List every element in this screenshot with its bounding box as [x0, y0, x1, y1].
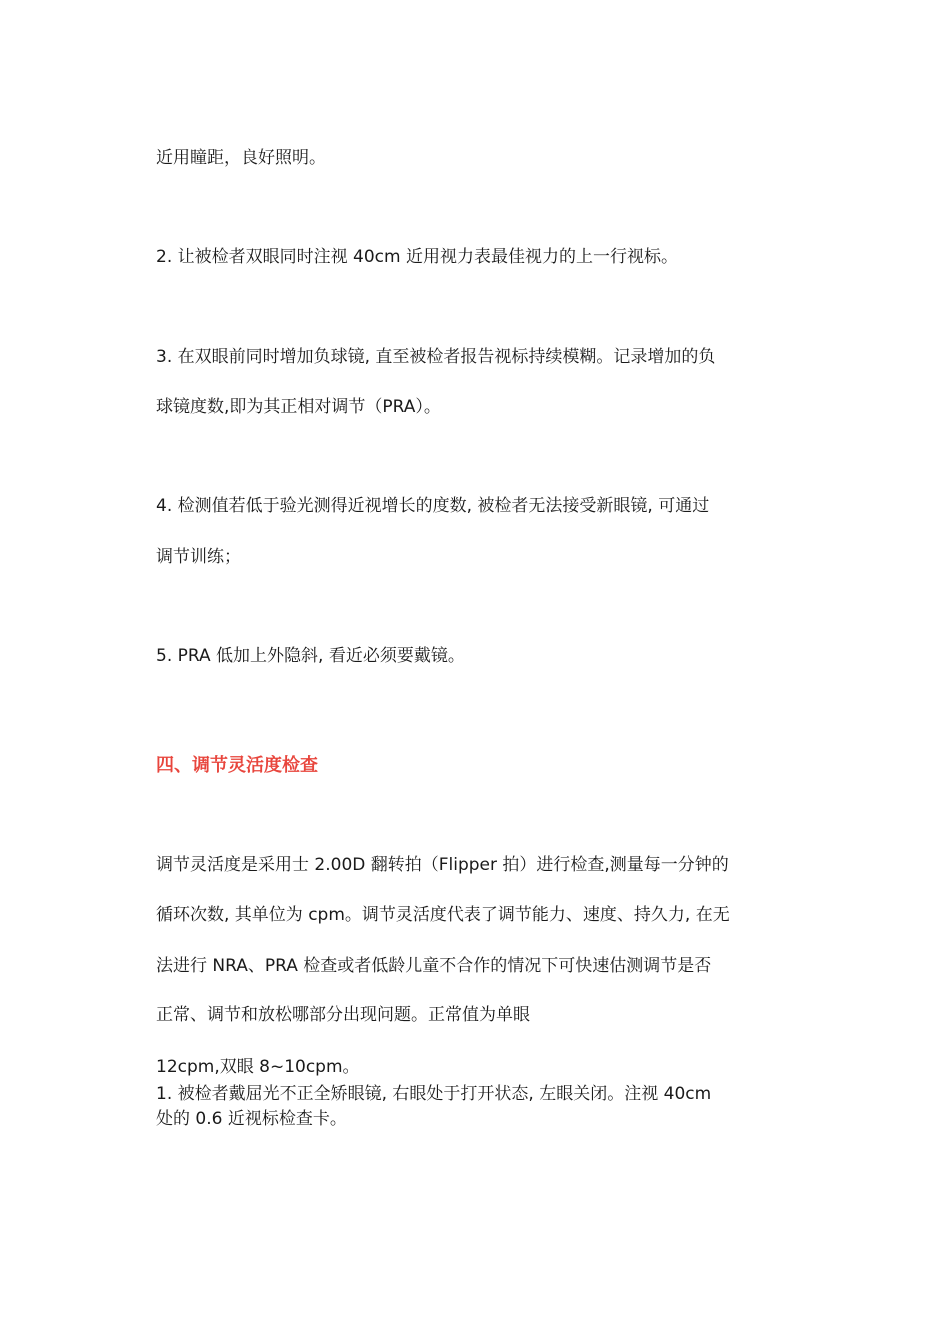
- paragraph-line: 调节灵活度是采用士 2.00D 翻转拍（Flipper 拍）进行检查,测量每一分钟的: [156, 855, 729, 875]
- section-heading: 四、调节灵活度检查: [156, 755, 318, 776]
- paragraph-line: 循环次数, 其单位为 cpm。调节灵活度代表了调节能力、速度、持久力, 在无: [156, 905, 730, 925]
- paragraph-line: 5. PRA 低加上外隐斜, 看近必须要戴镜。: [156, 646, 465, 666]
- paragraph-line: 12cpm,双眼 8~10cpm。: [156, 1057, 360, 1077]
- paragraph-line: 近用瞳距，良好照明。: [156, 148, 326, 168]
- paragraph-line: 2. 让被检者双眼同时注视 40cm 近用视力表最佳视力的上一行视标。: [156, 247, 678, 267]
- paragraph-line: 正常、调节和放松哪部分出现问题。正常值为单眼: [156, 1005, 530, 1025]
- paragraph-line: 3. 在双眼前同时增加负球镜, 直至被检者报告视标持续模糊。记录增加的负: [156, 347, 716, 367]
- paragraph-line: 球镜度数,即为其正相对调节（PRA）。: [156, 397, 441, 417]
- paragraph-line: 调节训练；: [156, 547, 241, 567]
- paragraph-line: 4. 检测值若低于验光测得近视增长的度数, 被检者无法接受新眼镜, 可通过: [156, 496, 710, 516]
- paragraph-line: 法进行 NRA、PRA 检查或者低龄儿童不合作的情况下可快速估测调节是否: [156, 956, 712, 976]
- paragraph-line: 1. 被检者戴屈光不正全矫眼镜, 右眼处于打开状态, 左眼关闭。注视 40cm: [156, 1084, 712, 1104]
- paragraph-line: 处的 0.6 近视标检查卡。: [156, 1109, 347, 1129]
